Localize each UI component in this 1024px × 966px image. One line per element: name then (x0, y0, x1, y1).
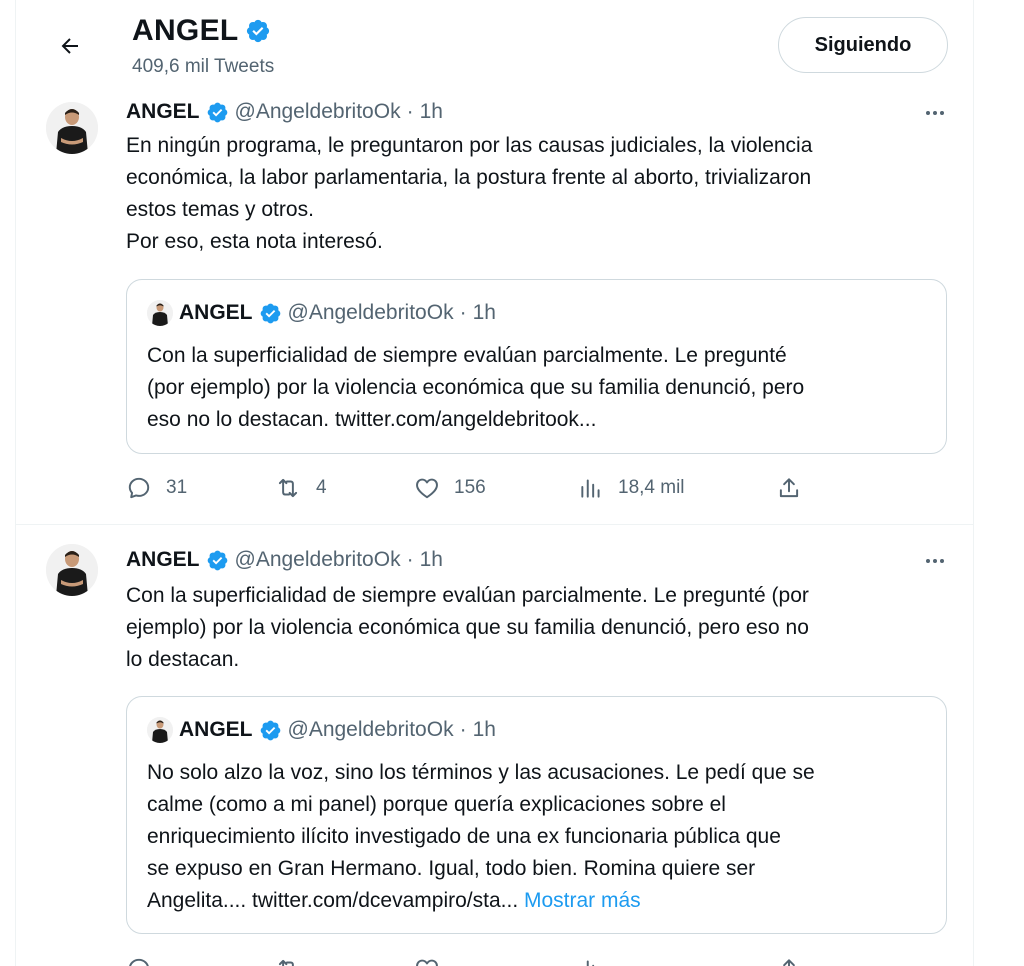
quoted-text-line: calme (como a mi panel) porque quería explicaciones sobre el (147, 793, 726, 816)
quoted-text-line: No solo alzo la voz, sino los términos y las acusaciones. Le pedí que se (147, 761, 815, 784)
views-count: 18,4 mil (618, 477, 685, 498)
quoted-tweet-text (147, 757, 937, 917)
quoted-text-line: eso no lo destacan. twitter.com/angeldebritook... (147, 408, 597, 431)
more-horizontal-icon (923, 549, 947, 573)
separator-dot: · (459, 301, 467, 324)
separator-dot: · (406, 548, 414, 571)
author-name: ANGEL (179, 718, 253, 741)
quoted-tweet-header (147, 717, 496, 743)
retweet-icon (274, 956, 302, 966)
heart-icon (414, 475, 440, 501)
avatar[interactable] (46, 544, 98, 596)
like-count: 156 (454, 477, 486, 498)
tweet-header (126, 548, 443, 572)
tweet-text-line: En ningún programa, le preguntaron por las causas judiciales, la violencia (126, 134, 813, 157)
tweet-text-line: económica, la labor parlamentaria, la postura frente al aborto, trivializaron (126, 166, 812, 189)
show-more-link[interactable]: Mostrar más (524, 889, 641, 912)
reply-count: 31 (166, 477, 188, 498)
quoted-tweet[interactable] (126, 279, 947, 454)
tweet-count: 409,6 mil Tweets (132, 56, 275, 77)
share-button[interactable] (776, 475, 802, 501)
tweet-actions (126, 475, 826, 505)
tweet[interactable] (16, 90, 973, 525)
avatar-image (147, 717, 173, 743)
tweet-actions (126, 956, 826, 966)
profile-name (132, 14, 271, 48)
profile-name-text: ANGEL (132, 14, 239, 47)
quoted-text-line: (por ejemplo) por la violencia económica que su familia denunció, pero (147, 376, 805, 399)
profile-header (16, 0, 973, 90)
quoted-text-line: se expuso en Gran Hermano. Igual, todo bien. Romina quiere ser (147, 857, 756, 880)
verified-badge-icon (259, 302, 282, 325)
verified-badge-icon (206, 101, 229, 124)
author-handle: @AngeldebritoOk (287, 718, 454, 741)
reply-button[interactable] (126, 956, 152, 966)
avatar (147, 300, 173, 326)
tweet[interactable] (16, 526, 973, 966)
share-button[interactable] (776, 956, 802, 966)
tweet-text-line: lo destacan. (126, 648, 240, 671)
share-icon (776, 475, 802, 501)
retweet-icon (274, 475, 302, 501)
tweet-text-line: Por eso, esta nota interesó. (126, 230, 383, 253)
views-icon (578, 475, 604, 501)
back-button[interactable] (50, 26, 90, 66)
quoted-tweet-text (147, 340, 937, 436)
heart-icon (414, 956, 440, 966)
quoted-text-line-last (147, 885, 937, 917)
avatar (147, 717, 173, 743)
author-name: ANGEL (179, 301, 253, 324)
author-name[interactable]: ANGEL (126, 100, 200, 123)
quoted-text-last: Angelita.... twitter.com/dcevampiro/sta... (147, 889, 519, 912)
avatar-image (46, 544, 98, 596)
retweet-count: 4 (316, 477, 327, 498)
separator-dot: · (406, 100, 414, 123)
quoted-text-line: enriquecimiento ilícito investigado de una ex funcionaria pública que (147, 825, 781, 848)
more-button[interactable] (915, 98, 955, 128)
author-handle[interactable]: @AngeldebritoOk (234, 548, 401, 571)
reply-button[interactable] (126, 475, 187, 501)
author-handle: @AngeldebritoOk (287, 301, 454, 324)
tweet-time[interactable]: 1h (419, 548, 443, 571)
tweet-time[interactable]: 1h (419, 100, 443, 123)
author-name[interactable]: ANGEL (126, 548, 200, 571)
reply-icon (126, 956, 152, 966)
quoted-tweet[interactable] (126, 696, 947, 934)
retweet-button[interactable] (274, 956, 302, 966)
quoted-text-line: Con la superficialidad de siempre evalúan parcialmente. Le pregunté (147, 344, 787, 367)
views-button[interactable] (578, 475, 685, 501)
tweet-header (126, 100, 443, 124)
separator-dot: · (459, 718, 467, 741)
retweet-button[interactable] (274, 475, 327, 501)
avatar[interactable] (46, 102, 98, 154)
tweet-time: 1h (472, 718, 496, 741)
verified-badge-icon (206, 549, 229, 572)
share-icon (776, 956, 802, 966)
tweet-text (126, 580, 936, 676)
timeline-right-border (973, 0, 974, 966)
reply-icon (126, 475, 152, 501)
tweet-text-line: Con la superficialidad de siempre evalúan parcialmente. Le pregunté (por (126, 584, 809, 607)
avatar-image (46, 102, 98, 154)
more-button[interactable] (915, 546, 955, 576)
tweet-time: 1h (472, 301, 496, 324)
like-button[interactable] (414, 956, 440, 966)
author-handle[interactable]: @AngeldebritoOk (234, 100, 401, 123)
views-icon (578, 956, 604, 966)
tweet-text-line: estos temas y otros. (126, 198, 314, 221)
arrow-left-icon (58, 34, 82, 58)
tweet-text-line: ejemplo) por la violencia económica que su familia denunció, pero eso no (126, 616, 809, 639)
like-button[interactable] (414, 475, 486, 501)
tweet-text (126, 130, 936, 258)
verified-badge-icon (259, 719, 282, 742)
quoted-tweet-header (147, 300, 496, 326)
following-button[interactable]: Siguiendo (778, 17, 948, 73)
verified-badge-icon (245, 18, 271, 44)
views-button[interactable] (578, 956, 604, 966)
more-horizontal-icon (923, 101, 947, 125)
avatar-image (147, 300, 173, 326)
